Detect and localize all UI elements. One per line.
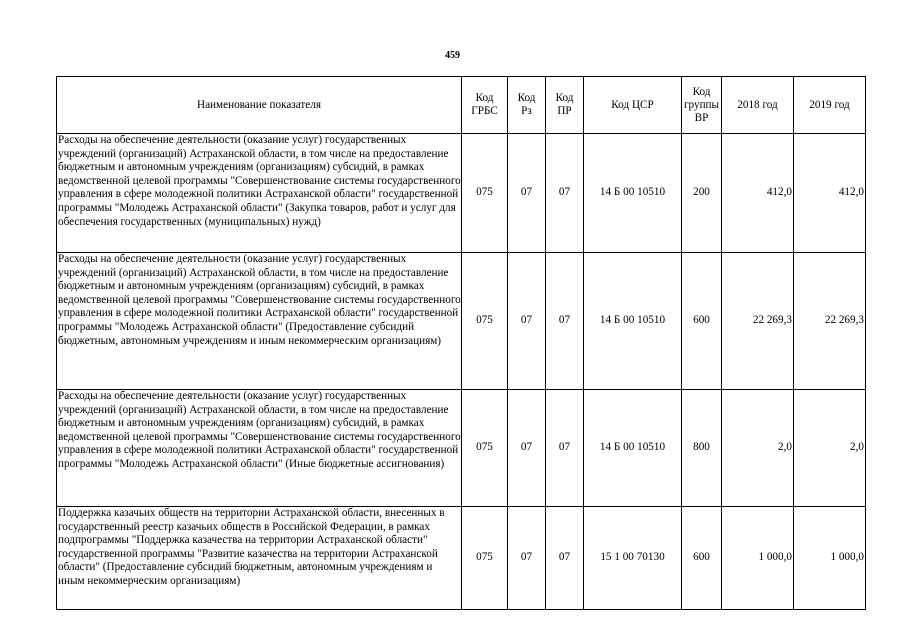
cell-rz: 07 (508, 507, 546, 610)
cell-csr: 14 Б 00 10510 (584, 390, 682, 507)
cell-2018: 2,0 (722, 390, 794, 507)
header-vr (682, 77, 722, 134)
header-grbs (462, 77, 508, 134)
cell-name: Расходы на обеспечение деятельности (оказание услуг) государственных учреждений (организаций) Астраханской области, в том числе на предоставление бюджетным и автономным учреждениям (организациям) субсидий, в рамках ведомственной целевой программы "Совершенствование системы государственного управления в сфере молодежной политики Астраханской области" государственной программы "Молодежь Астраханской области" (Иные бюджетные ассигнования) (57, 390, 462, 507)
cell-csr: 14 Б 00 10510 (584, 253, 682, 390)
cell-2018: 412,0 (722, 134, 794, 253)
cell-name: Расходы на обеспечение деятельности (оказание услуг) государственных учреждений (организаций) Астраханской области, в том числе на предоставление бюджетным и автономным учреждениям (организациям) субсидий, в рамках ведомственной целевой программы "Совершенствование системы государственного управления в сфере молодежной политики Астраханской области" государственной программы "Молодежь Астраханской области" (Предоставление субсидий бюджетным, автономным учреждениям и иным некоммерческим организациям) (57, 253, 462, 390)
header-rz-line1: Код (517, 92, 536, 104)
table-row (57, 134, 866, 253)
cell-csr: 14 Б 00 10510 (584, 134, 682, 253)
cell-2019: 2,0 (794, 390, 866, 507)
table-row (57, 390, 866, 507)
cell-vr: 600 (682, 253, 722, 390)
cell-2018: 1 000,0 (722, 507, 794, 610)
cell-rz: 07 (508, 253, 546, 390)
header-name: Наименование показателя (57, 77, 462, 134)
header-rz-line2: Рз (521, 105, 532, 117)
cell-pr: 07 (546, 134, 584, 253)
cell-pr: 07 (546, 390, 584, 507)
header-pr-line1: Код (555, 92, 574, 104)
cell-rz: 07 (508, 390, 546, 507)
cell-2019: 412,0 (794, 134, 866, 253)
cell-name: Расходы на обеспечение деятельности (оказание услуг) государственных учреждений (организаций) Астраханской области, в том числе на предоставление бюджетным и автономным учреждениям (организациям) субсидий, в рамках ведомственной целевой программы "Совершенствование системы государственного управления в сфере молодежной политики Астраханской области" государственной программы "Молодежь Астраханской области" (Закупка товаров, работ и услуг для обеспечения государственных (муниципальных) нужд) (57, 134, 462, 253)
cell-2019: 22 269,3 (794, 253, 866, 390)
cell-grbs: 075 (462, 134, 508, 253)
cell-rz: 07 (508, 134, 546, 253)
header-grbs-line1: Код (475, 92, 494, 104)
cell-csr: 15 1 00 70130 (584, 507, 682, 610)
cell-pr: 07 (546, 507, 584, 610)
header-pr-line2: ПР (557, 105, 572, 117)
header-vr-line2: группы (683, 98, 720, 111)
header-vr-line1: Код (692, 85, 711, 98)
cell-grbs: 075 (462, 390, 508, 507)
header-csr: Код ЦСР (584, 77, 682, 134)
cell-name: Поддержка казачьих обществ на территории Астраханской области, внесенных в государственный реестр казачьих обществ в Российской Федерации, в рамках подпрограммы "Поддержка казачества на территории Астраханской области" государственной программы "Развитие казачества на территории Астраханской области" (Предоставление субсидий бюджетным, автономным учреждениям и иным некоммерческим организациям) (57, 507, 462, 610)
header-grbs-line2: ГРБС (471, 105, 498, 117)
table-row (57, 253, 866, 390)
header-row (57, 77, 866, 134)
cell-grbs: 075 (462, 253, 508, 390)
cell-2019: 1 000,0 (794, 507, 866, 610)
cell-vr: 200 (682, 134, 722, 253)
budget-table (56, 76, 866, 610)
page-number: 459 (445, 50, 460, 61)
cell-2018: 22 269,3 (722, 253, 794, 390)
header-pr (546, 77, 584, 134)
cell-vr: 600 (682, 507, 722, 610)
cell-pr: 07 (546, 253, 584, 390)
header-rz (508, 77, 546, 134)
header-2018: 2018 год (722, 77, 794, 134)
cell-vr: 800 (682, 390, 722, 507)
table-row (57, 507, 866, 610)
header-2019: 2019 год (794, 77, 866, 134)
header-vr-line3: ВР (694, 111, 709, 124)
cell-grbs: 075 (462, 507, 508, 610)
